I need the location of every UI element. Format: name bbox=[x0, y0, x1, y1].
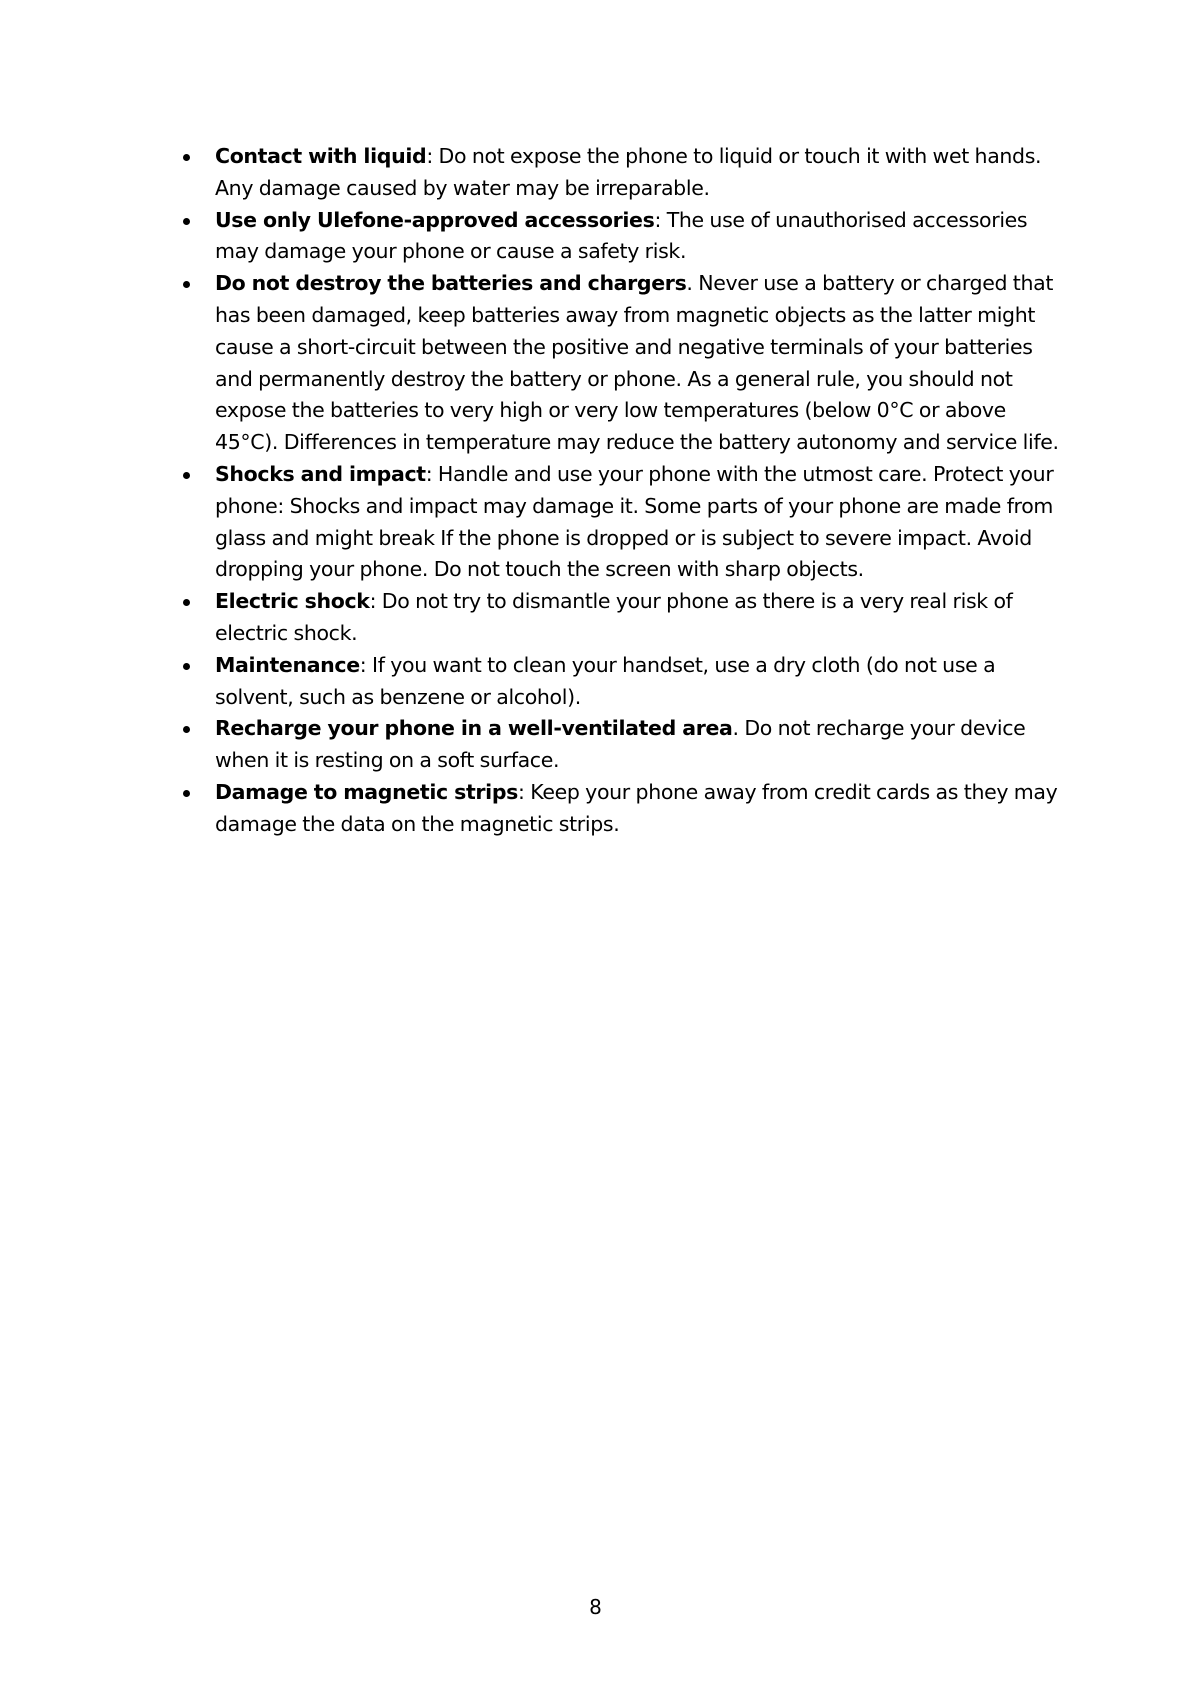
list-item bbox=[215, 650, 1060, 714]
bullet-term: Damage to magnetic strips bbox=[215, 779, 519, 804]
list-item bbox=[215, 205, 1060, 269]
bullet-icon bbox=[183, 218, 190, 225]
list-item bbox=[215, 141, 1060, 205]
bullet-text: : Handle and use your phone with the utmost care. Protect your phone: Shocks and impact may damage it. Some parts of your phone are made from glass and might break If the phone is dropped or is subject to severe impact. Avoid dropping your phone. Do not touch the screen with sharp objects. bbox=[215, 461, 1054, 582]
list-item bbox=[215, 586, 1060, 650]
bullet-icon bbox=[183, 663, 190, 670]
bullet-icon bbox=[183, 281, 190, 288]
bullet-text: . Do not recharge your device when it is resting on a soft surface. bbox=[215, 716, 1026, 773]
bullet-icon bbox=[183, 472, 190, 479]
bullet-icon bbox=[183, 154, 190, 161]
bullet-icon bbox=[183, 599, 190, 606]
bullet-term: Use only Ulefone-approved accessories bbox=[215, 207, 655, 232]
list-item bbox=[215, 713, 1060, 777]
safety-bullet-list bbox=[215, 141, 1060, 841]
bullet-text: : The use of unauthorised accessories may damage your phone or cause a safety risk. bbox=[215, 207, 1028, 264]
bullet-icon bbox=[183, 790, 190, 797]
bullet-text: : If you want to clean your handset, use a dry cloth (do not use a solvent, such as benzene or alcohol). bbox=[215, 652, 996, 709]
bullet-term: Maintenance bbox=[215, 652, 360, 677]
bullet-term: Contact with liquid bbox=[215, 144, 427, 168]
bullet-text: : Do not try to dismantle your phone as there is a very real risk of electric shock. bbox=[215, 589, 1013, 645]
bullet-term: Electric shock bbox=[215, 589, 370, 614]
bullet-term: Do not destroy the batteries and chargers bbox=[215, 271, 687, 296]
list-item bbox=[215, 268, 1060, 459]
page-number: 8 bbox=[589, 1595, 602, 1619]
bullet-text: : Do not expose the phone to liquid or touch it with wet hands. Any damage caused by water may be irreparable. bbox=[215, 144, 1042, 200]
bullet-term: Shocks and impact bbox=[215, 461, 426, 486]
bullet-term: Recharge your phone in a well-ventilated area bbox=[215, 716, 733, 741]
bullet-text: . Never use a battery or charged that has been damaged, keep batteries away from magnetic objects as the latter might cause a short-circuit between the positive and negative terminals of your batteries and permanently destroy the battery or phone. As a general rule, you should not expose the batteries to very high or very low temperatures (below 0°C or above 45°C). Differences in temperature may reduce the battery autonomy and service life. bbox=[215, 271, 1059, 455]
bullet-icon bbox=[183, 726, 190, 733]
bullet-text: : Keep your phone away from credit cards as they may damage the data on the magnetic strips. bbox=[215, 779, 1058, 836]
list-item bbox=[215, 777, 1060, 841]
list-item bbox=[215, 459, 1060, 586]
